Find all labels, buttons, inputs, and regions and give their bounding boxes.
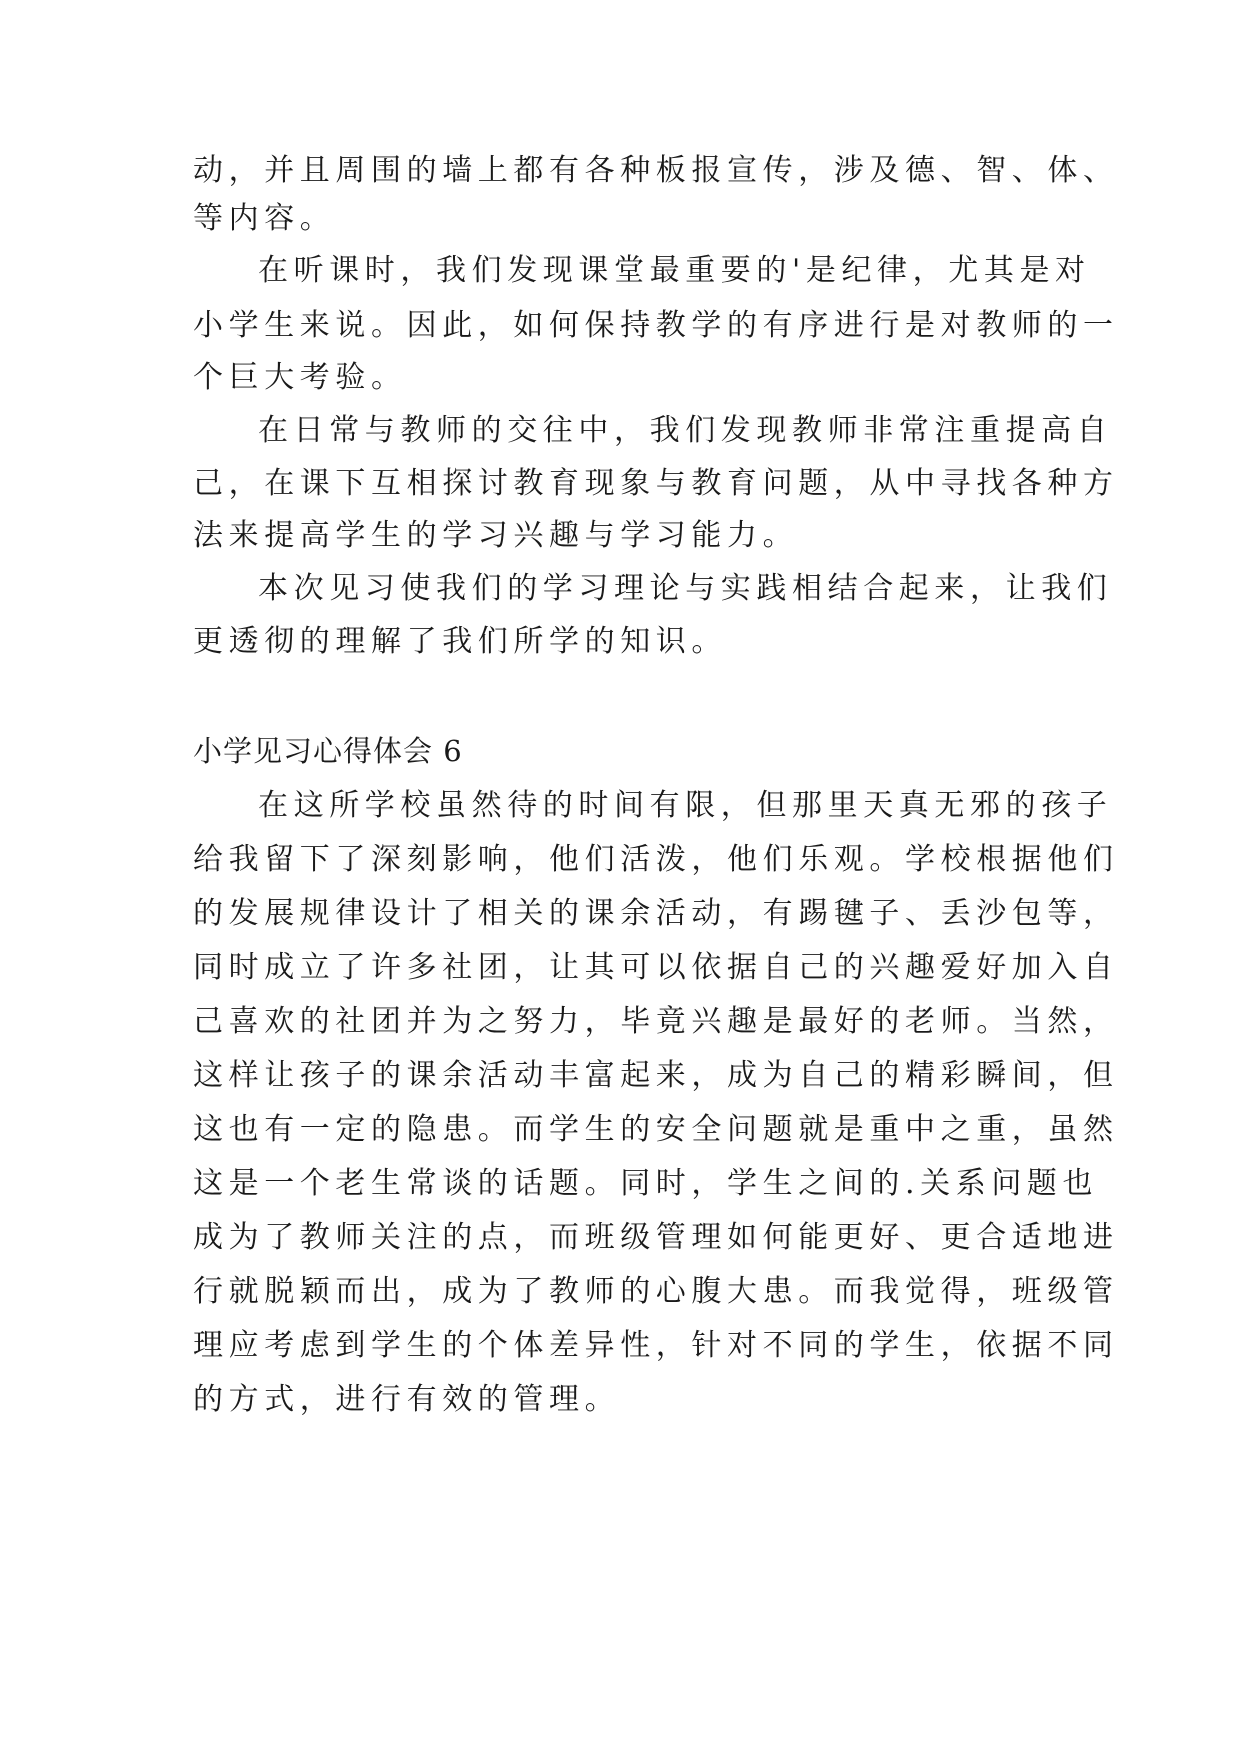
text-line: 个巨大考验。 bbox=[193, 360, 407, 395]
text-line: 这样让孩子的课余活动丰富起来，成为自己的精彩瞬间，但 bbox=[193, 1058, 1119, 1093]
text-line: 更透彻的理解了我们所学的知识。 bbox=[193, 624, 727, 659]
text-line: 成为了教师关注的点，而班级管理如何能更好、更合适地进 bbox=[193, 1220, 1119, 1255]
text-line: 给我留下了深刻影响，他们活泼，他们乐观。学校根据他们 bbox=[193, 842, 1119, 877]
text-line: 本次见习使我们的学习理论与实践相结合起来，让我们 bbox=[258, 571, 1113, 606]
text-line: 动，并且周围的墙上都有各种板报宣传，涉及德、智、体、 bbox=[193, 153, 1119, 188]
text-line: 法来提高学生的学习兴趣与学习能力。 bbox=[193, 518, 799, 553]
text-line: 在日常与教师的交往中，我们发现教师非常注重提高自 bbox=[258, 413, 1113, 448]
text-line: 己喜欢的社团并为之努力，毕竟兴趣是最好的老师。当然， bbox=[193, 1004, 1119, 1039]
text-line: 行就脱颖而出，成为了教师的心腹大患。而我觉得，班级管 bbox=[193, 1274, 1119, 1309]
text-line: 等内容。 bbox=[193, 201, 336, 236]
text-line: 这是一个老生常谈的话题。同时，学生之间的.关系问题也 bbox=[193, 1166, 1099, 1201]
text-line: 的方式，进行有效的管理。 bbox=[193, 1382, 621, 1417]
text-line: 的发展规律设计了相关的课余活动，有踢毽子、丢沙包等， bbox=[193, 896, 1119, 931]
text-line: 这也有一定的隐患。而学生的安全问题就是重中之重，虽然 bbox=[193, 1112, 1119, 1147]
text-line: 在听课时，我们发现课堂最重要的'是纪律，尤其是对 bbox=[258, 253, 1091, 288]
section-heading: 小学见习心得体会 6 bbox=[193, 734, 463, 768]
text-line: 理应考虑到学生的个体差异性，针对不同的学生，依据不同 bbox=[193, 1328, 1119, 1363]
text-line: 同时成立了许多社团，让其可以依据自己的兴趣爱好加入自 bbox=[193, 950, 1119, 985]
text-line: 己，在课下互相探讨教育现象与教育问题，从中寻找各种方 bbox=[193, 466, 1119, 501]
text-line: 在这所学校虽然待的时间有限，但那里天真无邪的孩子 bbox=[258, 788, 1113, 823]
text-line: 小学生来说。因此，如何保持教学的有序进行是对教师的一 bbox=[193, 308, 1119, 343]
